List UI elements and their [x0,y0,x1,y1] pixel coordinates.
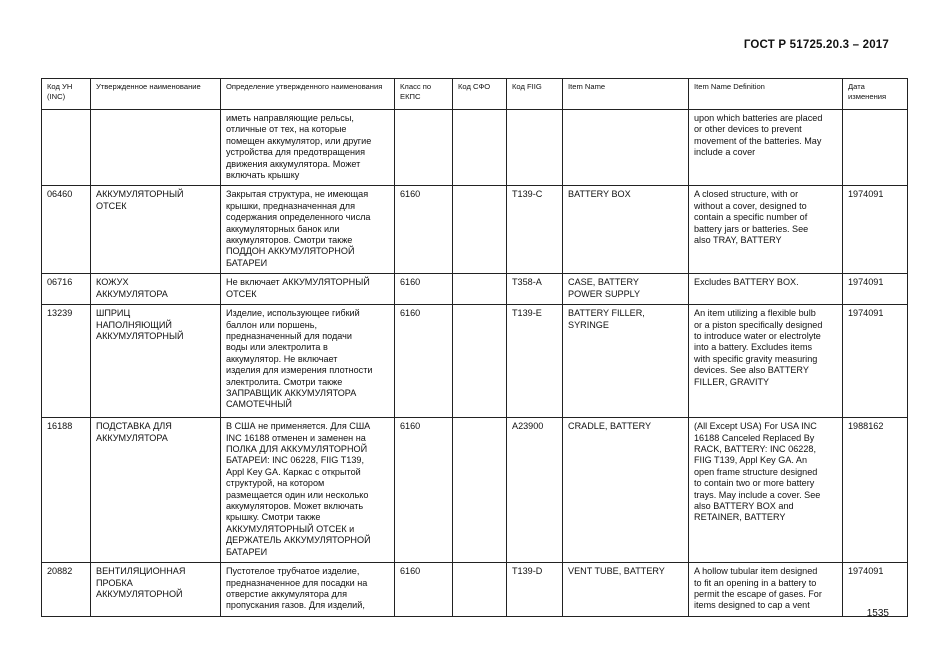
class-cell: 6160 [395,418,453,563]
approved-name-cell: ПОДСТАВКА ДЛЯ АККУМУЛЯТОРА [91,418,221,563]
inc-code-cell: 06460 [42,186,91,274]
column-header-definition: Определение утвержденного наименования [221,79,395,110]
definition-cell: Изделие, использующее гибкий баллон или поршень, предназначенный для подачи воды или электролита в аккумулятор. Не включает изделия для измерения плотности электролита. Смотри также ЗАПРАВЩИК АККУМУЛЯТОРА САМОТЕЧНЫЙ [221,305,395,418]
sfo-code-cell [453,418,507,563]
change-date-cell: 1974091 [843,563,908,617]
definition-cell: В США не применяется. Для США INC 16188 отменен и заменен на ПОЛКА ДЛЯ АККУМУЛЯТОРНОЙ БАТАРЕИ: INC 06228, FIIG T139, Appl Key GA. Каркас с открытой структурой, на котором размещается один или несколько аккумуляторов. Может включать крышку. Смотри также АККУМУЛЯТОРНЫЙ ОТСЕК и ДЕРЖАТЕЛЬ АККУМУЛЯТОРНОЙ БАТАРЕИ [221,418,395,563]
column-header-inc-code: Код УН (INC) [42,79,91,110]
item-definition-cell: (All Except USA) For USA INC 16188 Canceled Replaced By RACK, BATTERY: INC 06228, FIIG T139, Appl Key GA. An open frame structure designed to contain two or more battery trays. May include a cover. See also BATTERY BOX and RETAINER, BATTERY [689,418,843,563]
item-name-cell: CRADLE, BATTERY [563,418,689,563]
page-number: 1535 [866,608,889,619]
sfo-code-cell [453,110,507,186]
table-row [42,418,908,563]
fiig-code-cell [507,110,563,186]
fiig-code-cell: T139-D [507,563,563,617]
table-row [42,186,908,274]
fiig-code-cell: T139-E [507,305,563,418]
sfo-code-cell [453,305,507,418]
class-cell: 6160 [395,274,453,305]
table-row [42,110,908,186]
sfo-code-cell [453,563,507,617]
class-cell: 6160 [395,186,453,274]
fiig-code-cell: A23900 [507,418,563,563]
approved-name-cell: КОЖУХ АККУМУЛЯТОРА [91,274,221,305]
approved-name-cell: ШПРИЦ НАПОЛНЯЮЩИЙ АККУМУЛЯТОРНЫЙ [91,305,221,418]
sfo-code-cell [453,186,507,274]
item-name-cell: CASE, BATTERY POWER SUPPLY [563,274,689,305]
change-date-cell: 1988162 [843,418,908,563]
inc-code-cell: 06716 [42,274,91,305]
column-header-sfo-code: Код СФО [453,79,507,110]
column-header-approved-name: Утвержденное наименование [91,79,221,110]
item-definition-cell: A closed structure, with or without a cover, designed to contain a specific number of battery jars or batteries. See also TRAY, BATTERY [689,186,843,274]
change-date-cell: 1974091 [843,186,908,274]
definition-cell: Пустотелое трубчатое изделие, предназначенное для посадки на отверстие аккумулятора для пропускания газов. Для изделий, [221,563,395,617]
table-row [42,305,908,418]
change-date-cell: 1974091 [843,305,908,418]
table-row [42,563,908,617]
class-cell: 6160 [395,305,453,418]
nomenclature-table [41,78,908,617]
fiig-code-cell: T139-C [507,186,563,274]
inc-code-cell [42,110,91,186]
change-date-cell: 1974091 [843,274,908,305]
item-definition-cell: An item utilizing a flexible bulb or a piston specifically designed to introduce water or electrolyte into a battery. Excludes items with specific gravity measuring devices. See also BATTERY FILLER, GRAVITY [689,305,843,418]
item-definition-cell: upon which batteries are placed or other devices to prevent movement of the batteries. May include a cover [689,110,843,186]
column-header-change-date: Дата изменения [843,79,908,110]
item-definition-cell: A hollow tubular item designed to fit an opening in a battery to permit the escape of gases. For items designed to cap a vent [689,563,843,617]
item-name-cell: VENT TUBE, BATTERY [563,563,689,617]
definition-cell: Закрытая структура, не имеющая крышки, предназначенная для содержания определенного числа аккумуляторных банок или аккумуляторов. Смотри также ПОДДОН АККУМУЛЯТОРНОЙ БАТАРЕИ [221,186,395,274]
column-header-class: Класс по ЕКПС [395,79,453,110]
column-header-fiig-code: Код FIIG [507,79,563,110]
sfo-code-cell [453,274,507,305]
column-header-item-name: Item Name [563,79,689,110]
inc-code-cell: 13239 [42,305,91,418]
fiig-code-cell: T358-A [507,274,563,305]
definition-cell: иметь направляющие рельсы, отличные от тех, на которые помещен аккумулятор, или другие устройства для предотвращения движения аккумулятора. Может включать крышку [221,110,395,186]
item-name-cell: BATTERY BOX [563,186,689,274]
change-date-cell [843,110,908,186]
column-header-item-definition: Item Name Definition [689,79,843,110]
approved-name-cell [91,110,221,186]
class-cell [395,110,453,186]
approved-name-cell: АККУМУЛЯТОРНЫЙ ОТСЕК [91,186,221,274]
item-name-cell [563,110,689,186]
document-title: ГОСТ Р 51725.20.3 – 2017 [743,39,889,51]
item-name-cell: BATTERY FILLER, SYRINGE [563,305,689,418]
class-cell: 6160 [395,563,453,617]
header-row [42,79,908,110]
approved-name-cell: ВЕНТИЛЯЦИОННАЯ ПРОБКА АККУМУЛЯТОРНОЙ [91,563,221,617]
table-row [42,274,908,305]
inc-code-cell: 16188 [42,418,91,563]
definition-cell: Не включает АККУМУЛЯТОРНЫЙ ОТСЕК [221,274,395,305]
inc-code-cell: 20882 [42,563,91,617]
item-definition-cell: Excludes BATTERY BOX. [689,274,843,305]
